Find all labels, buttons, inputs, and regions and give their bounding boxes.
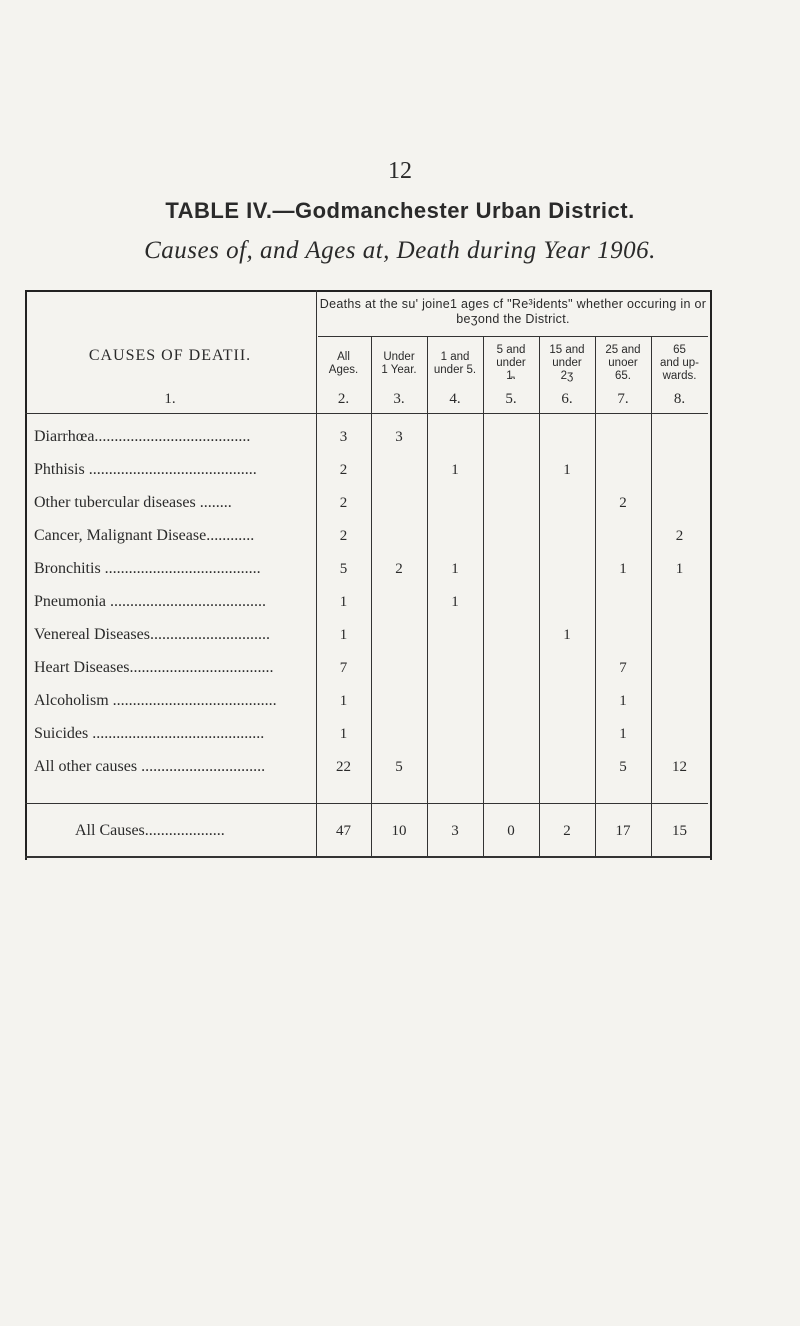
table-cell: 1	[563, 462, 571, 478]
column-separator	[595, 336, 596, 856]
table-cell: 1	[339, 594, 348, 610]
total-cell: 0	[507, 823, 515, 839]
total-cell: 47	[336, 823, 351, 839]
table-cell: 2	[675, 528, 684, 544]
table-cell: 1	[339, 726, 348, 742]
table-bottom-rule	[25, 856, 710, 858]
table-cell: 1	[619, 726, 627, 742]
column-number-6: 6.	[561, 391, 573, 407]
table-cell: 5	[619, 759, 627, 775]
column-header-6	[539, 344, 595, 383]
table-cell: 2	[339, 528, 348, 544]
column-separator	[371, 336, 372, 856]
column-header-line: 65.	[615, 370, 631, 382]
column-header-line: All	[337, 351, 350, 363]
table-cell: 5	[339, 561, 348, 577]
column-header-8	[651, 344, 708, 383]
column-header-line: under	[496, 357, 526, 369]
table-cell: 1	[619, 561, 627, 577]
table-cell: 1	[339, 627, 348, 643]
column-header-line: 1 Year.	[381, 364, 417, 376]
causes-column-number: 1.	[164, 391, 176, 407]
column-number-4: 4.	[449, 391, 461, 407]
column-header-line: unoer	[608, 357, 638, 369]
column-header-line: under 5.	[433, 364, 477, 376]
table-cell: 3	[395, 429, 403, 445]
column-header-line: wards.	[662, 370, 697, 382]
total-cell: 17	[615, 823, 631, 839]
table-cell: 3	[339, 429, 348, 445]
total-row-label: All Causes....................	[75, 822, 225, 839]
total-cell: 2	[563, 823, 571, 839]
column-header-line: 5 and	[496, 344, 526, 356]
column-header-2	[316, 351, 371, 377]
total-cell: 15	[672, 823, 687, 839]
column-header-line: Ages.	[328, 364, 359, 376]
column-separator	[539, 336, 540, 856]
column-header-line: 25 and	[605, 344, 641, 356]
table-cell: 2	[339, 462, 348, 478]
ages-span-header: Deaths at the su' joine1 ages cf "Re³idents" whether occuring in or beʒond the District.	[319, 297, 707, 326]
column-number-5: 5.	[505, 391, 517, 407]
column-header-5	[483, 344, 539, 383]
row-label: Cancer, Malignant Disease............	[34, 527, 255, 544]
table-cell: 2	[619, 495, 627, 511]
table-title: TABLE IV.—Godmanchester Urban District.	[165, 198, 635, 223]
column-header-line: Under	[383, 351, 415, 363]
column-header-line: and up-	[659, 357, 699, 369]
row-label: Suicides ...........................................	[34, 725, 265, 742]
row-label: Pneumonia .......................................	[34, 593, 266, 610]
table-subtitle: Causes of, and Ages at, Death during Year 1906.	[144, 237, 656, 264]
table-cell: 22	[336, 759, 351, 775]
row-label: Alcoholism .........................................	[34, 692, 277, 709]
column-number-7: 7.	[617, 391, 629, 407]
table-cell: 1	[563, 627, 571, 643]
table-cell: 5	[395, 759, 403, 775]
column-header-line: under	[552, 357, 582, 369]
column-header-3	[371, 351, 427, 377]
table-cell: 2	[395, 561, 403, 577]
column-header-line: 1̵.	[506, 370, 516, 382]
column-header-line: 15 and	[549, 344, 585, 356]
row-label: Phthisis ..........................................	[34, 461, 257, 478]
page-number: 12	[388, 158, 412, 184]
table-cell: 2	[339, 495, 348, 511]
column-header-4	[427, 351, 483, 377]
table-cell: 1	[451, 594, 459, 610]
row-label: Venereal Diseases..............................	[34, 626, 270, 643]
row-label: Bronchitis .......................................	[34, 560, 261, 577]
column-separator	[483, 336, 484, 856]
row-label: All other causes ...............................	[34, 758, 266, 775]
column-number-2: 2.	[337, 391, 350, 407]
column-header-line: 65	[673, 344, 686, 356]
column-header-7	[595, 344, 651, 383]
header-bottom-rule	[25, 413, 708, 414]
table-cell: 12	[672, 759, 687, 775]
column-header-line: 1 and	[440, 351, 470, 363]
table-cell: 1	[619, 693, 627, 709]
causes-header: CAUSES OF DEATII.	[88, 347, 252, 364]
row-label: Diarrhœa.......................................	[34, 428, 251, 445]
column-number-3: 3.	[393, 391, 405, 407]
column-number-8: 8.	[673, 391, 686, 407]
table-cell: 1	[675, 561, 684, 577]
table-cell: 1	[451, 462, 459, 478]
header-divider	[318, 336, 708, 337]
row-label: Other tubercular diseases ........	[34, 494, 232, 511]
total-cell: 3	[451, 823, 459, 839]
table-cell: 7	[339, 660, 348, 676]
column-separator	[651, 336, 652, 856]
column-header-line: 2ʒ	[560, 370, 574, 382]
table-cell: 1	[339, 693, 348, 709]
table-cell: 1	[451, 561, 459, 577]
total-cell: 10	[391, 823, 407, 839]
row-label: Heart Diseases....................................	[34, 659, 274, 676]
table-cell: 7	[619, 660, 627, 676]
total-row-rule	[25, 803, 708, 804]
